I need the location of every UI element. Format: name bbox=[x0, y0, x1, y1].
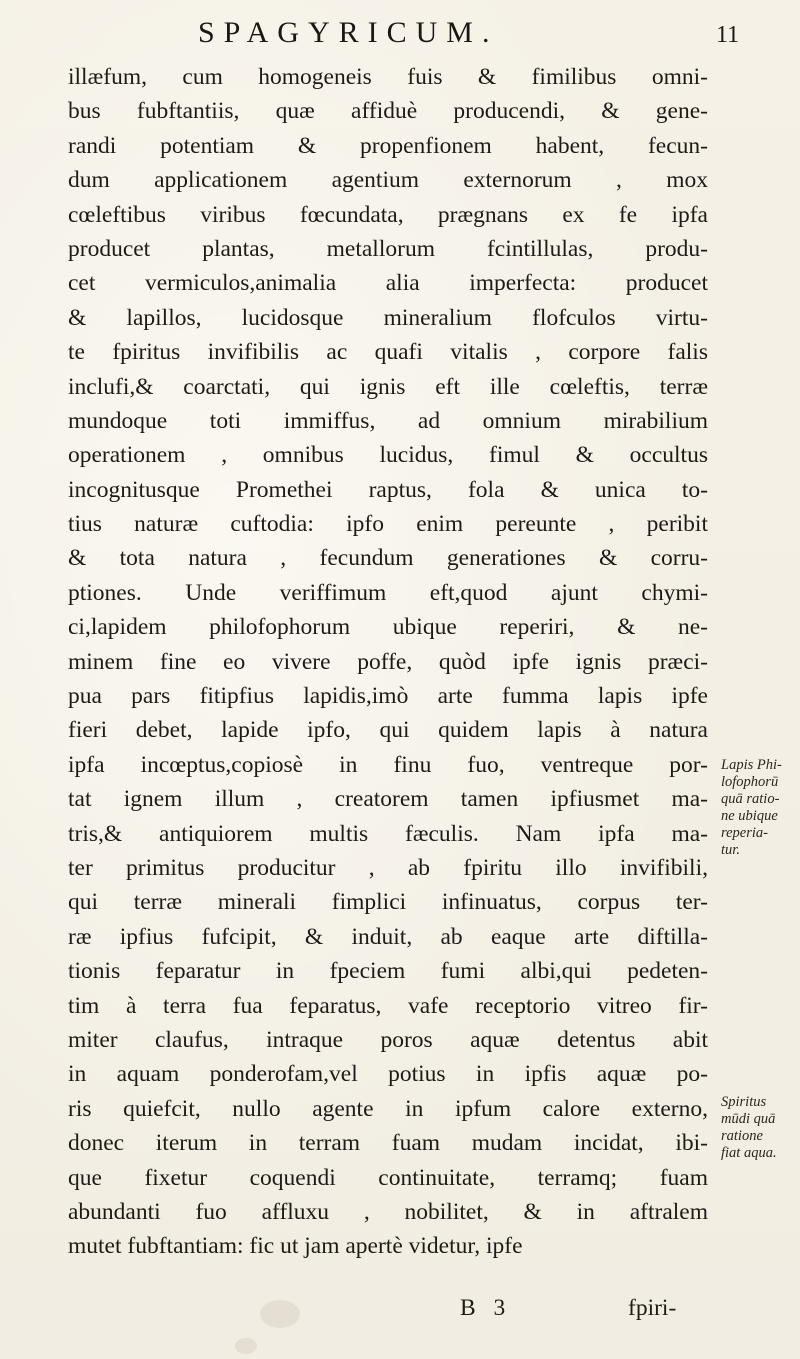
text-line: cet vermiculos,animalia alia imperfecta: producet bbox=[68, 270, 708, 297]
page-footer bbox=[0, 1295, 800, 1325]
text-line: ris quiefcit, nullo agente in ipfum calore externo, bbox=[68, 1095, 708, 1122]
text-line: in aquam ponderofam,vel potius in ipfis aquæ po- bbox=[68, 1061, 708, 1088]
text-line: inclufi,& coarctati, qui ignis eft ille cœleftis, terræ bbox=[68, 373, 708, 400]
text-line: donec iterum in terram fuam mudam incidat, ibi- bbox=[68, 1130, 708, 1157]
page-header bbox=[0, 14, 800, 50]
side-note-line: Lapis Phi- bbox=[721, 757, 782, 773]
text-line: & lapillos, lucidosque mineralium flofculos virtu- bbox=[68, 304, 708, 331]
text-line: ptiones. Unde veriffimum eft,quod ajunt chymi- bbox=[68, 579, 708, 606]
side-note-line: fiat aqua. bbox=[721, 1145, 777, 1161]
text-line: & tota natura , fecundum generationes & corru- bbox=[68, 545, 708, 572]
side-note-line: mūdi quā bbox=[721, 1111, 776, 1127]
text-line: tat ignem illum , creatorem tamen ipfiusmet ma- bbox=[68, 786, 708, 813]
text-line: illæfum, cum homogeneis fuis & fimilibus omni- bbox=[68, 64, 708, 90]
side-note-spiritus bbox=[721, 1094, 777, 1162]
text-line: bus fubftantiis, quæ affiduè producendi, & gene- bbox=[68, 98, 708, 125]
text-line: ræ ipfius fufcipit, & induit, ab eaque arte diftilla- bbox=[68, 923, 708, 950]
side-note-line: lofophorū bbox=[721, 774, 779, 790]
side-note-lapis bbox=[721, 757, 782, 859]
text-line: producet plantas, metallorum fcintillulas, produ- bbox=[68, 235, 708, 262]
text-line: tius naturæ cuftodia: ipfo enim pereunte , peribit bbox=[68, 511, 708, 538]
main-text-block bbox=[68, 60, 708, 1264]
text-line: minem fine eo vivere poffe, quòd ipfe ignis præci- bbox=[68, 648, 708, 675]
text-line: cœleftibus viribus fœcundata, prægnans ex fe ipfa bbox=[68, 201, 708, 228]
text-line: incognitusque Promethei raptus, fola & unica to- bbox=[68, 476, 708, 503]
side-note-line: quā ratio- bbox=[721, 791, 780, 807]
text-line: tim à terra fua feparatus, vafe receptorio vitreo fir- bbox=[68, 992, 708, 1019]
ink-spot bbox=[235, 1338, 257, 1354]
text-line: mundoque toti immiffus, ad omnium mirabilium bbox=[68, 407, 708, 434]
text-line: ci,lapidem philofophorum ubique reperiri, & ne- bbox=[68, 614, 708, 641]
text-line: miter claufus, intraque poros aquæ detentus abit bbox=[68, 1026, 708, 1053]
signature-mark: B 3 bbox=[460, 1295, 512, 1321]
catchword: fpiri- bbox=[628, 1295, 677, 1321]
text-line: qui terræ minerali fimplici infinuatus, corpus ter- bbox=[68, 889, 708, 916]
text-line: operationem , omnibus lucidus, fimul & occultus bbox=[68, 442, 708, 469]
side-note-line: ne ubique bbox=[721, 808, 778, 824]
side-note-line: tur. bbox=[721, 842, 740, 858]
side-note-line: Spiritus bbox=[721, 1094, 767, 1110]
text-line: te fpiritus invifibilis ac quafi vitalis , corpore falis bbox=[68, 339, 708, 366]
text-line: tris,& antiquiorem multis fæculis. Nam ipfa ma- bbox=[68, 820, 708, 847]
text-line: mutet fubftantiam: fic ut jam apertè videtur, ipfe bbox=[68, 1233, 523, 1260]
page-number: 11 bbox=[716, 22, 740, 48]
text-line: pua pars fitipfius lapidis,imò arte fumma lapis ipfe bbox=[68, 683, 708, 710]
text-line: dum applicationem agentium externorum , mox bbox=[68, 167, 708, 194]
text-line: ter primitus producitur , ab fpiritu illo invifibili, bbox=[68, 854, 708, 881]
text-line: tionis feparatur in fpeciem fumi albi,qui pedeten- bbox=[68, 958, 708, 985]
text-line: randi potentiam & propenfionem habent, fecun- bbox=[68, 132, 708, 159]
text-line: abundanti fuo affluxu , nobilitet, & in aftralem bbox=[68, 1198, 708, 1225]
text-line: fieri debet, lapide ipfo, qui quidem lapis à natura bbox=[68, 717, 708, 744]
text-line: ipfa incœptus,copiosè in finu fuo, ventreque por- bbox=[68, 751, 708, 778]
side-note-line: ratione bbox=[721, 1128, 763, 1144]
running-head: SPAGYRICUM. bbox=[198, 16, 499, 49]
text-line: que fixetur coquendi continuitate, terramq; fuam bbox=[68, 1164, 708, 1191]
side-note-line: reperia- bbox=[721, 825, 768, 841]
